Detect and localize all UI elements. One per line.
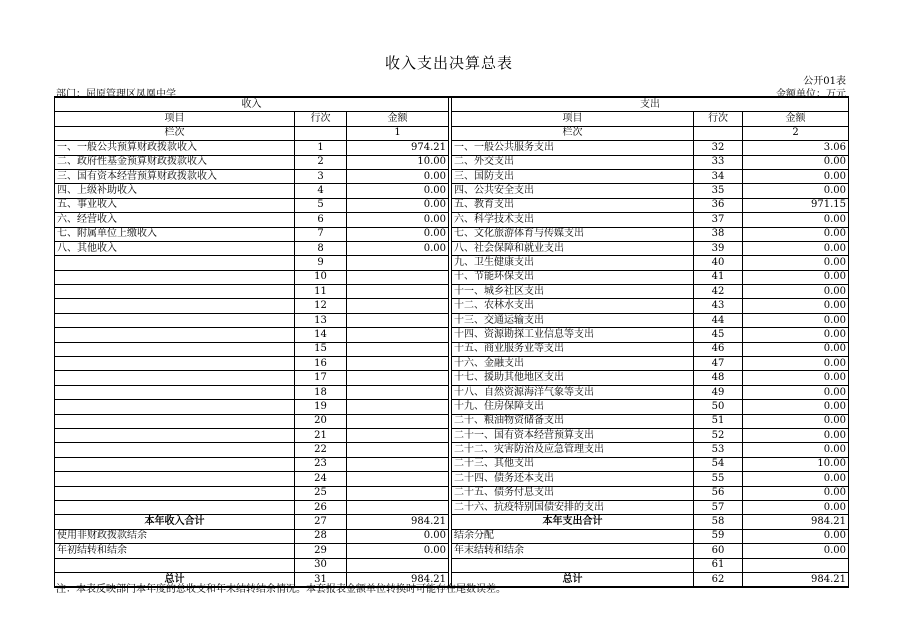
expense-line-no-header: 行次 — [694, 112, 743, 126]
expense-amount-cell: 984.21 — [743, 515, 849, 529]
expense-line-no-cell: 61 — [694, 558, 743, 572]
income-line-no-cell: 18 — [295, 385, 347, 399]
expense-amount-cell: 0.00 — [743, 285, 849, 299]
income-item-cell — [55, 342, 295, 356]
income-amount-cell — [347, 342, 449, 356]
table-row — [55, 184, 849, 198]
expense-amount-cell — [743, 558, 849, 572]
expense-amount-cell: 10.00 — [743, 457, 849, 471]
income-item-cell — [55, 357, 295, 371]
income-item-cell — [55, 472, 295, 486]
income-item-cell — [55, 486, 295, 500]
expense-amount-cell: 0.00 — [743, 544, 849, 558]
income-item-cell: 二、政府性基金预算财政拨款收入 — [55, 155, 295, 169]
expense-line-no-cell: 40 — [694, 256, 743, 270]
income-line-no-cell: 11 — [295, 285, 347, 299]
expense-amount-cell: 984.21 — [743, 572, 849, 587]
expense-line-no-cell: 53 — [694, 443, 743, 457]
income-amount-cell — [347, 500, 449, 514]
expense-line-no-cell: 57 — [694, 500, 743, 514]
expense-item-cell: 二十一、国有资本经营预算支出 — [452, 428, 694, 442]
expense-line-no-cell: 51 — [694, 414, 743, 428]
income-item-cell — [55, 256, 295, 270]
expense-amount-header: 金额 — [743, 112, 849, 126]
income-item-cell — [55, 400, 295, 414]
income-item-cell: 总计 — [55, 572, 295, 587]
expense-item-cell: 结余分配 — [452, 529, 694, 543]
expense-amount-cell: 971.15 — [743, 198, 849, 212]
income-line-no-cell: 2 — [295, 155, 347, 169]
expense-line-no-cell: 60 — [694, 544, 743, 558]
income-line-no-cell: 13 — [295, 313, 347, 327]
expense-item-cell: 二十三、其他支出 — [452, 457, 694, 471]
expense-item-cell: 十七、援助其他地区支出 — [452, 371, 694, 385]
income-amount-cell: 0.00 — [347, 184, 449, 198]
income-amount-cell — [347, 299, 449, 313]
income-amount-cell: 0.00 — [347, 544, 449, 558]
income-amount-cell: 0.00 — [347, 213, 449, 227]
expense-item-cell: 十八、自然资源海洋气象等支出 — [452, 385, 694, 399]
expense-item-cell: 四、公共安全支出 — [452, 184, 694, 198]
income-line-no-cell: 14 — [295, 328, 347, 342]
expense-line-no-cell: 54 — [694, 457, 743, 471]
expense-amount-cell: 0.00 — [743, 241, 849, 255]
expense-amount-cell: 0.00 — [743, 400, 849, 414]
expense-line-no-cell: 44 — [694, 313, 743, 327]
income-line-no-cell: 4 — [295, 184, 347, 198]
expense-amount-cell: 0.00 — [743, 486, 849, 500]
income-item-cell: 本年收入合计 — [55, 515, 295, 529]
income-amount-cell: 0.00 — [347, 529, 449, 543]
income-column-no: 1 — [347, 126, 449, 140]
table-row — [55, 472, 849, 486]
expense-item-cell: 二十四、债务还本支出 — [452, 472, 694, 486]
expense-line-no-cell: 43 — [694, 299, 743, 313]
expense-amount-cell: 3.06 — [743, 141, 849, 155]
expense-amount-cell: 0.00 — [743, 428, 849, 442]
expense-item-cell: 一、一般公共服务支出 — [452, 141, 694, 155]
expense-item-header: 项目 — [452, 112, 694, 126]
expense-amount-cell: 0.00 — [743, 529, 849, 543]
expense-line-no-cell: 50 — [694, 400, 743, 414]
expense-line-no-cell: 58 — [694, 515, 743, 529]
expense-line-no-cell: 35 — [694, 184, 743, 198]
expense-amount-cell: 0.00 — [743, 213, 849, 227]
income-amount-cell — [347, 457, 449, 471]
income-amount-cell: 0.00 — [347, 241, 449, 255]
expense-line-no-cell: 32 — [694, 141, 743, 155]
table-row — [55, 241, 849, 255]
expense-item-cell: 二、外交支出 — [452, 155, 694, 169]
table-row — [55, 486, 849, 500]
section-header-row — [55, 97, 849, 112]
expense-line-no-cell: 48 — [694, 371, 743, 385]
income-item-cell: 一、一般公共预算财政拨款收入 — [55, 141, 295, 155]
page-title: 收入支出决算总表 — [384, 54, 513, 72]
income-line-no-cell: 12 — [295, 299, 347, 313]
income-line-no-cell: 25 — [295, 486, 347, 500]
expense-amount-cell: 0.00 — [743, 472, 849, 486]
income-expense-table — [54, 96, 849, 588]
expense-item-cell: 九、卫生健康支出 — [452, 256, 694, 270]
income-line-no-cell: 30 — [295, 558, 347, 572]
table-row — [55, 299, 849, 313]
income-amount-cell: 0.00 — [347, 169, 449, 183]
income-item-cell — [55, 270, 295, 284]
column-header-row — [55, 112, 849, 126]
income-line-no-cell: 26 — [295, 500, 347, 514]
income-item-cell — [55, 299, 295, 313]
table-row — [55, 529, 849, 543]
income-line-no-cell: 5 — [295, 198, 347, 212]
income-item-cell — [55, 385, 295, 399]
table-row — [55, 400, 849, 414]
expense-line-no-cell: 59 — [694, 529, 743, 543]
income-line-no-cell: 3 — [295, 169, 347, 183]
expense-item-cell: 二十六、抗疫特别国债安排的支出 — [452, 500, 694, 514]
income-line-no-cell: 27 — [295, 515, 347, 529]
income-line-no-cell: 19 — [295, 400, 347, 414]
expense-line-no-cell: 42 — [694, 285, 743, 299]
income-amount-cell — [347, 385, 449, 399]
income-line-no-cell: 16 — [295, 357, 347, 371]
income-line-no-cell: 6 — [295, 213, 347, 227]
expense-line-no-cell: 39 — [694, 241, 743, 255]
form-code: 公开01表 — [803, 76, 846, 87]
income-item-cell: 六、经营收入 — [55, 213, 295, 227]
expense-amount-cell: 0.00 — [743, 155, 849, 169]
table-row — [55, 342, 849, 356]
income-item-cell: 七、附属单位上缴收入 — [55, 227, 295, 241]
expense-item-cell: 总计 — [452, 572, 694, 587]
income-item-cell — [55, 285, 295, 299]
income-amount-cell — [347, 357, 449, 371]
income-item-cell — [55, 313, 295, 327]
subtotal-row — [55, 515, 849, 529]
income-item-cell: 三、国有资本经营预算财政拨款收入 — [55, 169, 295, 183]
table-row — [55, 169, 849, 183]
income-line-no-cell: 9 — [295, 256, 347, 270]
table-row — [55, 371, 849, 385]
department-label: 部门：屈原管理区凤凰中学 — [56, 89, 176, 100]
expense-item-cell: 十四、资源勘探工业信息等支出 — [452, 328, 694, 342]
expense-line-no-cell: 52 — [694, 428, 743, 442]
expense-line-no-cell: 46 — [694, 342, 743, 356]
expense-item-cell: 二十、粮油物资储备支出 — [452, 414, 694, 428]
expense-item-cell: 十三、交通运输支出 — [452, 313, 694, 327]
income-line-no-cell: 22 — [295, 443, 347, 457]
expense-line-no-cell: 62 — [694, 572, 743, 587]
income-item-cell — [55, 371, 295, 385]
expense-amount-cell: 0.00 — [743, 313, 849, 327]
income-amount-cell: 0.00 — [347, 227, 449, 241]
income-section-header: 收入 — [55, 97, 449, 112]
expense-item-cell: 十六、金融支出 — [452, 357, 694, 371]
income-line-no-cell: 20 — [295, 414, 347, 428]
expense-item-cell: 十二、农林水支出 — [452, 299, 694, 313]
table-row — [55, 558, 849, 572]
expense-item-cell: 十、节能环保支出 — [452, 270, 694, 284]
table-row — [55, 457, 849, 471]
expense-amount-cell: 0.00 — [743, 342, 849, 356]
table-row — [55, 141, 849, 155]
expense-item-cell: 六、科学技术支出 — [452, 213, 694, 227]
income-item-header: 项目 — [55, 112, 295, 126]
income-line-no-cell: 23 — [295, 457, 347, 471]
income-amount-cell — [347, 256, 449, 270]
income-line-no-cell: 8 — [295, 241, 347, 255]
income-line-no-cell: 1 — [295, 141, 347, 155]
income-amount-cell: 984.21 — [347, 572, 449, 587]
table-row — [55, 328, 849, 342]
expense-line-no-cell: 36 — [694, 198, 743, 212]
expense-amount-cell: 0.00 — [743, 443, 849, 457]
expense-item-cell: 十九、住房保障支出 — [452, 400, 694, 414]
table-row — [55, 155, 849, 169]
expense-item-cell: 三、国防支出 — [452, 169, 694, 183]
income-line-no-cell: 7 — [295, 227, 347, 241]
table-row — [55, 544, 849, 558]
expense-amount-cell: 0.00 — [743, 270, 849, 284]
income-line-no-cell: 10 — [295, 270, 347, 284]
expense-line-no-cell: 55 — [694, 472, 743, 486]
expense-line-no-cell: 41 — [694, 270, 743, 284]
unit-label: 金额单位：万元 — [776, 89, 846, 100]
expense-line-no-cell: 49 — [694, 385, 743, 399]
expense-amount-cell: 0.00 — [743, 500, 849, 514]
income-amount-cell — [347, 328, 449, 342]
expense-column-no: 2 — [743, 126, 849, 140]
expense-amount-cell: 0.00 — [743, 227, 849, 241]
income-line-no-header: 行次 — [295, 112, 347, 126]
table-row — [55, 270, 849, 284]
table-row — [55, 500, 849, 514]
footnote: 注：本表反映部门本年度的总收支和年末结转结余情况。本套报表金额单位转换时可能存在尾数误差。 — [56, 584, 506, 595]
expense-line-no-cell: 37 — [694, 213, 743, 227]
expense-amount-cell: 0.00 — [743, 357, 849, 371]
table-row — [55, 357, 849, 371]
income-line-no-cell: 29 — [295, 544, 347, 558]
expense-line-no-cell: 47 — [694, 357, 743, 371]
income-amount-cell: 974.21 — [347, 141, 449, 155]
table-row — [55, 385, 849, 399]
expense-line-no-cell: 38 — [694, 227, 743, 241]
table-row — [55, 227, 849, 241]
income-line-no-cell: 17 — [295, 371, 347, 385]
income-column-no-label: 栏次 — [55, 126, 295, 140]
expense-item-cell: 年末结转和结余 — [452, 544, 694, 558]
table-row — [55, 198, 849, 212]
table-row — [55, 213, 849, 227]
income-item-cell — [55, 558, 295, 572]
income-item-cell — [55, 428, 295, 442]
table-row — [55, 414, 849, 428]
income-line-no-cell: 24 — [295, 472, 347, 486]
expense-item-cell: 十一、城乡社区支出 — [452, 285, 694, 299]
income-amount-header: 金额 — [347, 112, 449, 126]
expense-item-cell: 五、教育支出 — [452, 198, 694, 212]
income-amount-cell — [347, 558, 449, 572]
income-item-cell: 使用非财政拨款结余 — [55, 529, 295, 543]
expense-section-header: 支出 — [452, 97, 849, 112]
table-row — [55, 285, 849, 299]
income-line-no-cell: 21 — [295, 428, 347, 442]
expense-amount-cell: 0.00 — [743, 385, 849, 399]
income-amount-cell — [347, 285, 449, 299]
income-item-cell: 八、其他收入 — [55, 241, 295, 255]
expense-item-cell: 本年支出合计 — [452, 515, 694, 529]
expense-amount-cell: 0.00 — [743, 328, 849, 342]
income-amount-cell — [347, 443, 449, 457]
table-row — [55, 256, 849, 270]
expense-item-cell: 二十五、债务付息支出 — [452, 486, 694, 500]
income-item-cell — [55, 443, 295, 457]
income-amount-cell — [347, 371, 449, 385]
income-amount-cell — [347, 270, 449, 284]
income-amount-cell: 984.21 — [347, 515, 449, 529]
expense-item-cell: 八、社会保障和就业支出 — [452, 241, 694, 255]
expense-amount-cell: 0.00 — [743, 256, 849, 270]
income-column-no-blank — [295, 126, 347, 140]
income-amount-cell: 0.00 — [347, 198, 449, 212]
income-item-cell — [55, 328, 295, 342]
income-amount-cell — [347, 428, 449, 442]
expense-line-no-cell: 45 — [694, 328, 743, 342]
income-item-cell — [55, 414, 295, 428]
expense-column-no-blank — [694, 126, 743, 140]
expense-line-no-cell: 56 — [694, 486, 743, 500]
expense-item-cell — [452, 558, 694, 572]
income-line-no-cell: 31 — [295, 572, 347, 587]
income-amount-cell: 10.00 — [347, 155, 449, 169]
table-row — [55, 428, 849, 442]
expense-item-cell: 二十二、灾害防治及应急管理支出 — [452, 443, 694, 457]
table-row — [55, 313, 849, 327]
income-amount-cell — [347, 400, 449, 414]
expense-item-cell: 十五、商业服务业等支出 — [452, 342, 694, 356]
expense-column-no-label: 栏次 — [452, 126, 694, 140]
expense-item-cell: 七、文化旅游体育与传媒支出 — [452, 227, 694, 241]
expense-amount-cell: 0.00 — [743, 371, 849, 385]
expense-amount-cell: 0.00 — [743, 414, 849, 428]
income-item-cell: 五、事业收入 — [55, 198, 295, 212]
income-amount-cell — [347, 486, 449, 500]
expense-line-no-cell: 33 — [694, 155, 743, 169]
income-item-cell: 年初结转和结余 — [55, 544, 295, 558]
table-row — [55, 443, 849, 457]
income-amount-cell — [347, 472, 449, 486]
income-amount-cell — [347, 414, 449, 428]
expense-line-no-cell: 34 — [694, 169, 743, 183]
income-item-cell — [55, 500, 295, 514]
income-item-cell: 四、上级补助收入 — [55, 184, 295, 198]
income-line-no-cell: 28 — [295, 529, 347, 543]
income-amount-cell — [347, 313, 449, 327]
expense-amount-cell: 0.00 — [743, 299, 849, 313]
income-line-no-cell: 15 — [295, 342, 347, 356]
income-item-cell — [55, 457, 295, 471]
column-number-row — [55, 126, 849, 140]
expense-amount-cell: 0.00 — [743, 169, 849, 183]
expense-amount-cell: 0.00 — [743, 184, 849, 198]
